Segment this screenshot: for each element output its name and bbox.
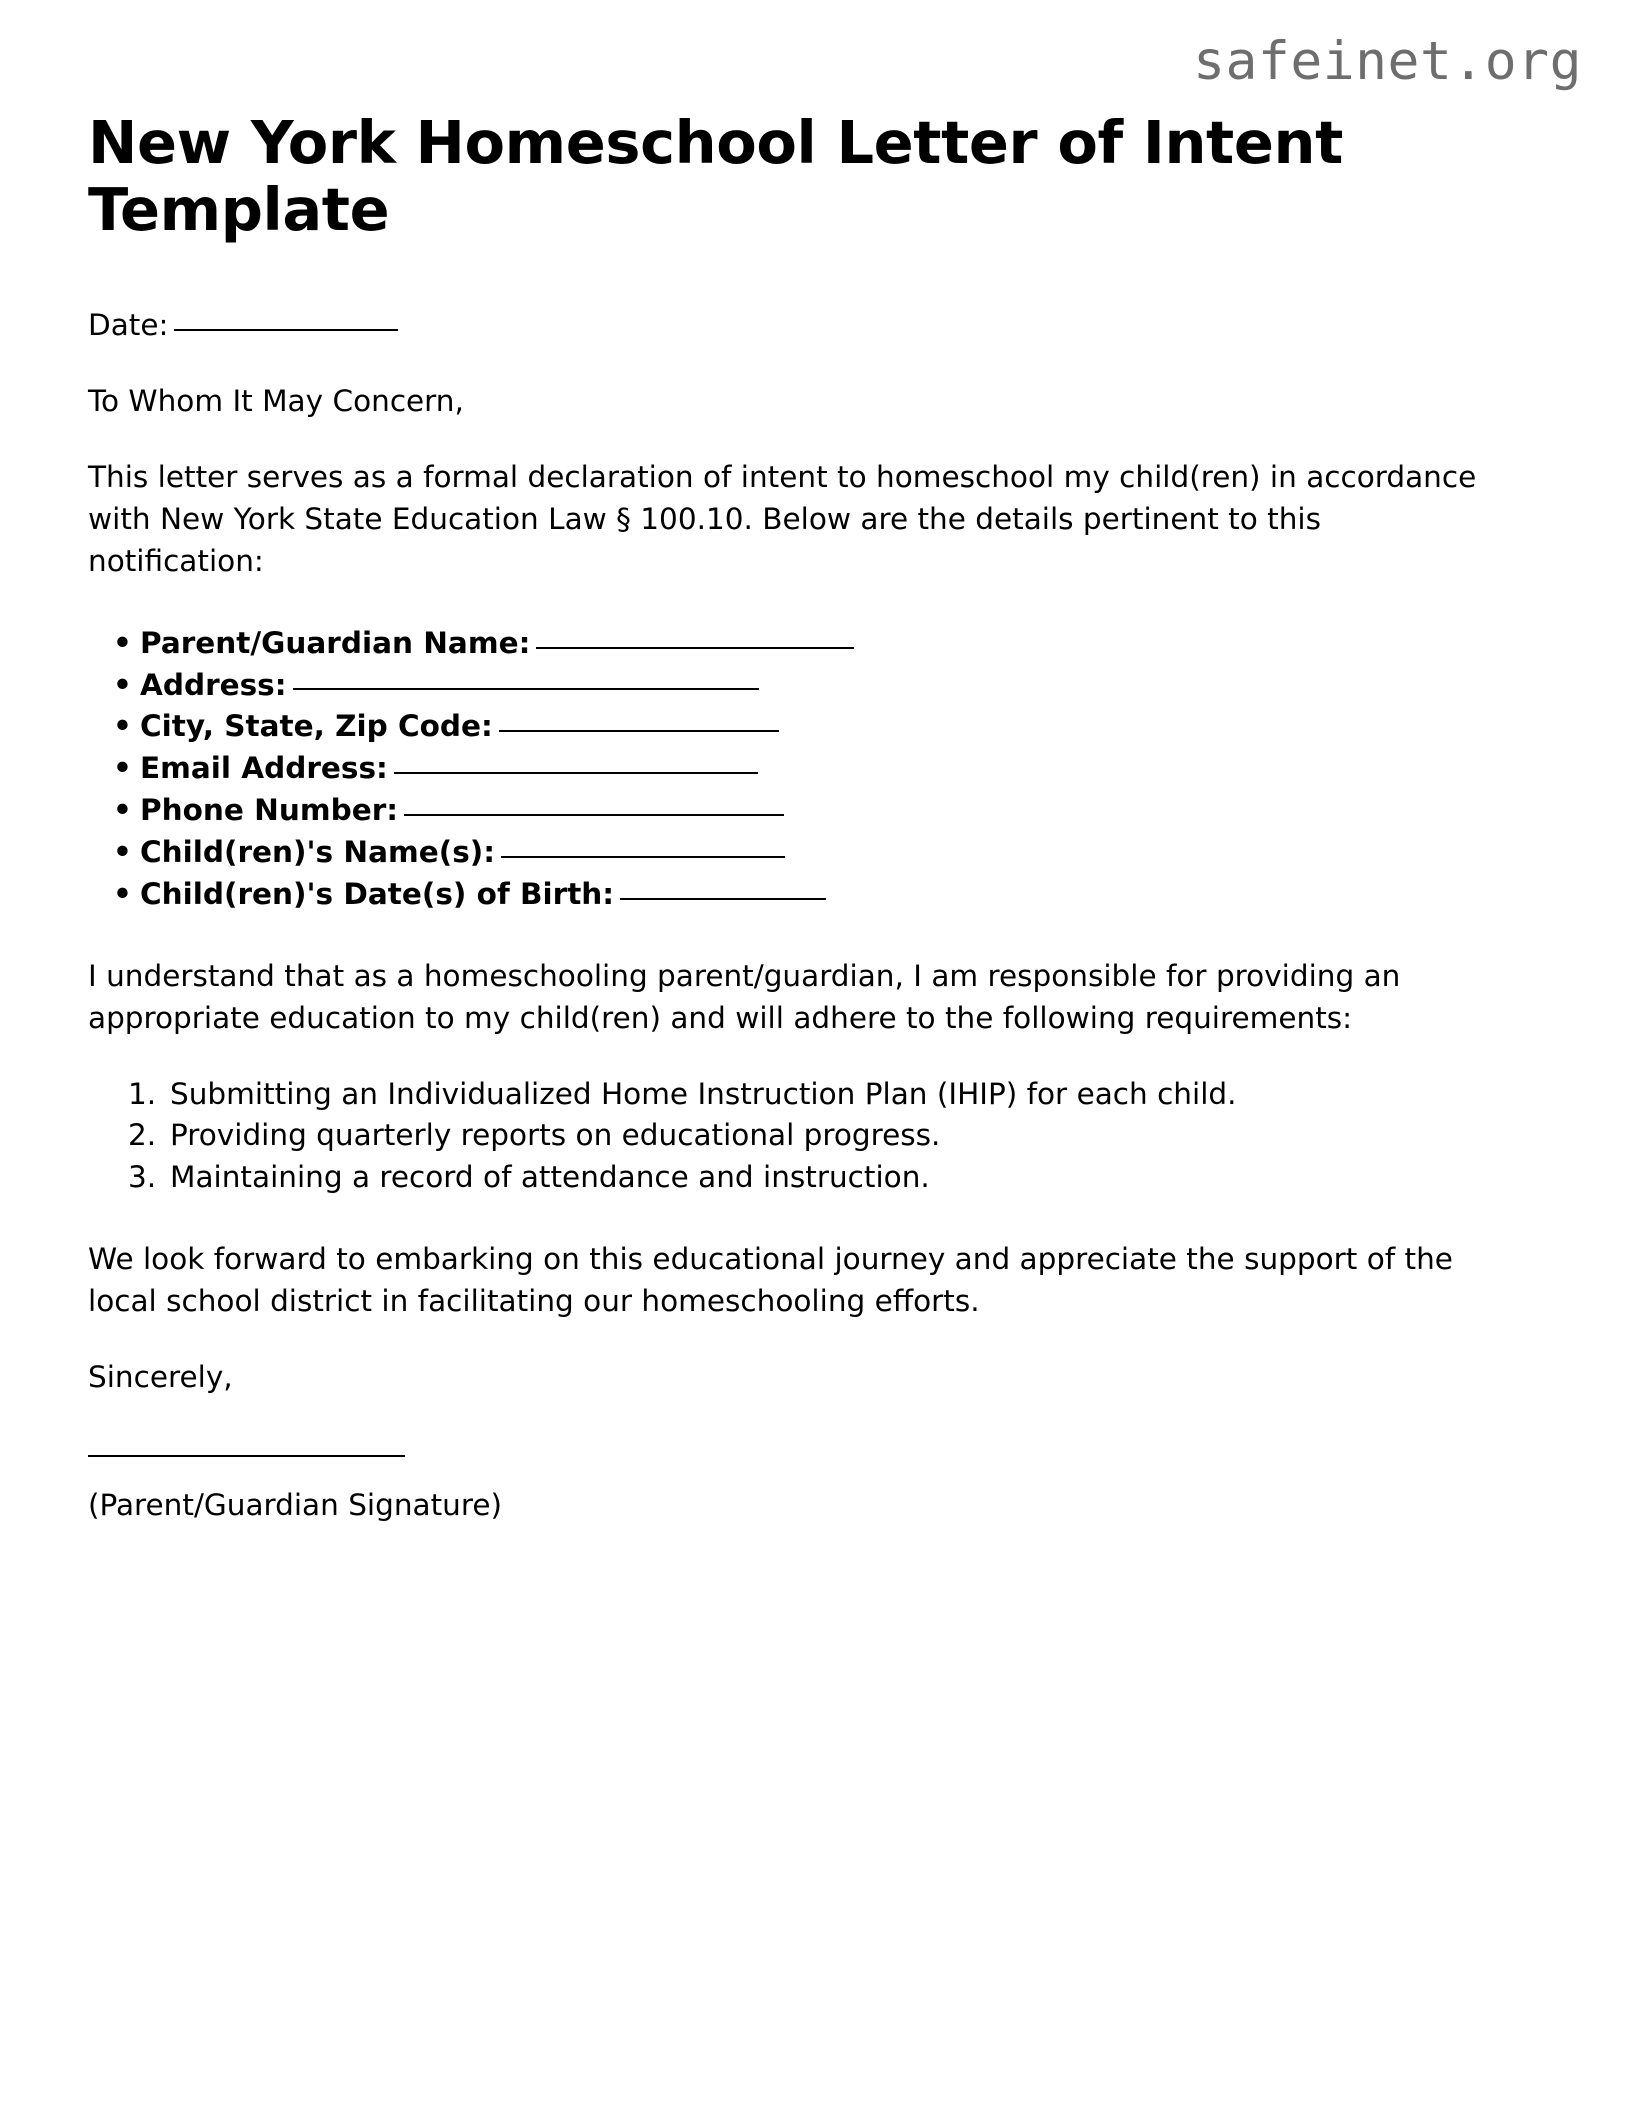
- detail-field-fill-rule[interactable]: [404, 814, 784, 816]
- requirement-item: Providing quarterly reports on educational progress.: [170, 1118, 941, 1153]
- detail-field-item: [88, 665, 1506, 707]
- detail-field-list: [88, 623, 1506, 916]
- document-content: [88, 110, 1506, 1527]
- date-label: Date:: [88, 308, 169, 343]
- detail-field-fill-rule[interactable]: [499, 730, 779, 732]
- detail-field-fill-rule[interactable]: [394, 772, 758, 774]
- requirement-item: Maintaining a record of attendance and instruction.: [170, 1160, 930, 1195]
- salutation: To Whom It May Concern,: [88, 384, 464, 419]
- site-watermark: safeinet.org: [1193, 31, 1582, 92]
- closing-paragraph: We look forward to embarking on this educational journey and appreciate the support of the local school district in facilitating our homeschooling efforts.: [88, 1242, 1453, 1319]
- detail-field-item: [88, 623, 1506, 665]
- detail-field-fill-rule[interactable]: [293, 688, 759, 690]
- page-title: New York Homeschool Letter of Intent Template: [88, 108, 1343, 244]
- intro-paragraph: This letter serves as a formal declaration of intent to homeschool my child(ren) in accordance with New York State Education Law § 100.10. Below are the details pertinent to this notification:: [88, 460, 1477, 578]
- detail-field-fill-rule[interactable]: [536, 647, 854, 649]
- detail-field-label: Child(ren)'s Date(s) of Birth:: [140, 876, 615, 911]
- detail-field-item: [88, 748, 1506, 790]
- detail-field-fill-rule[interactable]: [501, 856, 785, 858]
- detail-field-label: Child(ren)'s Name(s):: [140, 835, 496, 870]
- detail-field-item: [88, 832, 1506, 874]
- detail-field-item: [88, 790, 1506, 832]
- detail-field-item: [88, 706, 1506, 748]
- detail-field-label: Address:: [140, 667, 287, 702]
- requirement-item: Submitting an Individualized Home Instruction Plan (IHIP) for each child.: [170, 1076, 1237, 1111]
- sign-off: Sincerely,: [88, 1359, 233, 1394]
- detail-field-label: City, State, Zip Code:: [140, 709, 493, 744]
- signature-caption: (Parent/Guardian Signature): [88, 1487, 503, 1522]
- date-fill-rule[interactable]: [174, 329, 398, 331]
- responsibility-paragraph: I understand that as a homeschooling parent/guardian, I am responsible for providing an appropriate education to my child(ren) and will adhere to the following requirements:: [88, 958, 1401, 1035]
- date-line: [88, 305, 1506, 347]
- detail-field-fill-rule[interactable]: [620, 898, 826, 900]
- detail-field-label: Phone Number:: [140, 793, 399, 828]
- detail-field-label: Email Address:: [140, 751, 388, 786]
- detail-field-item: [88, 874, 1506, 916]
- requirements-list: [88, 1074, 1506, 1200]
- detail-field-label: Parent/Guardian Name:: [140, 625, 531, 660]
